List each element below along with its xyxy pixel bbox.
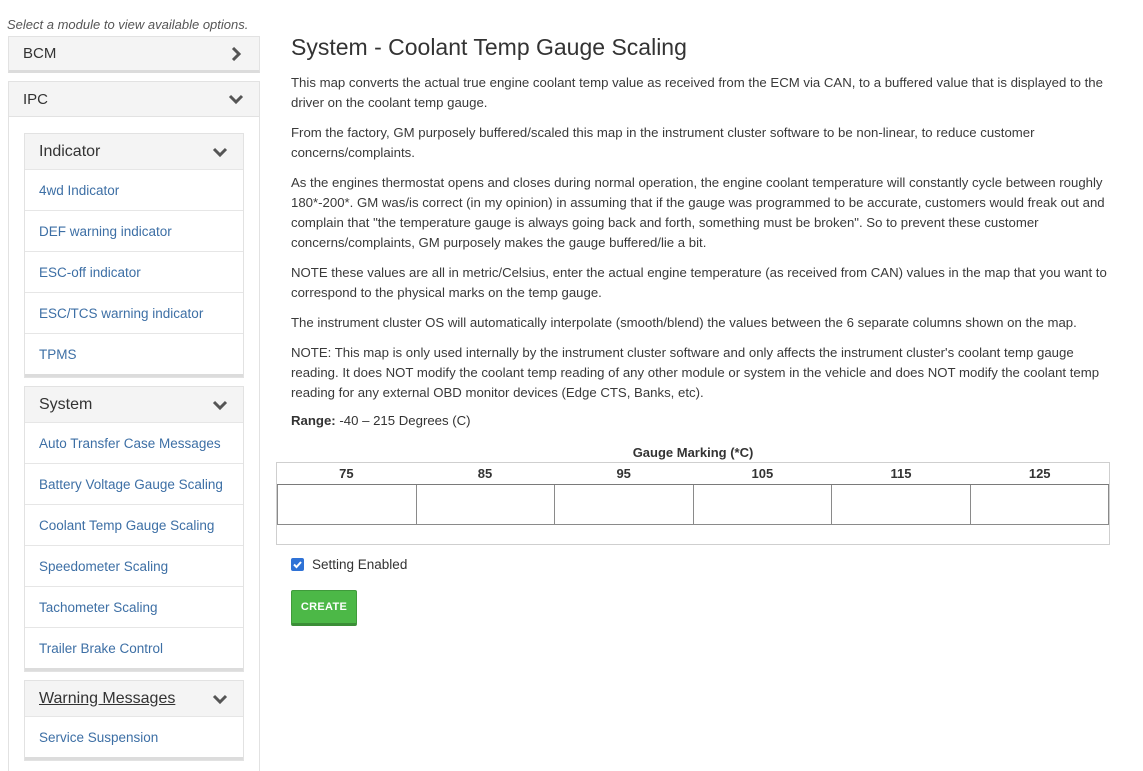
sidebar-item-tachometer-scaling[interactable]: Tachometer Scaling: [25, 586, 243, 627]
table-footer: [277, 525, 1109, 544]
table-caption: Gauge Marking (*C): [632, 445, 754, 460]
column-header: 85: [477, 466, 493, 481]
sidebar-item-trailer-brake-control[interactable]: Trailer Brake Control: [25, 627, 243, 668]
sidebar-item-esc-tcs-warning-indicator[interactable]: ESC/TCS warning indicator: [25, 292, 243, 333]
description-paragraph: As the engines thermostat opens and closes during normal operation, the engine coolant temperature will constantly cycle between roughly 180*-200*. GM was/is correct (in my opinion) in assuming that if the gauge was programmed to be accurate, customers would freak out and complain that "the temperature gauge is always going back and forth, something must be broken". So to prevent these customer concerns/complaints, GM purposely makes the gauge buffered/lie a bit.: [291, 175, 1105, 250]
category-divider: [25, 374, 243, 377]
range-label: Range:: [291, 413, 336, 428]
category-system-label: System: [39, 395, 93, 413]
column-header: 125: [1028, 466, 1051, 481]
sidebar-item-esc-off-indicator[interactable]: ESC-off indicator: [25, 251, 243, 292]
table-header-row: [277, 463, 1109, 485]
table-row: [277, 485, 1109, 525]
module-bcm-label: BCM: [23, 45, 57, 62]
category-indicator-label: Indicator: [39, 142, 101, 160]
module-ipc[interactable]: [8, 81, 260, 117]
module-ipc-label: IPC: [23, 90, 49, 108]
ipc-category-list: [8, 117, 260, 771]
description-paragraph: NOTE these values are all in metric/Celsius, enter the actual engine temperature (as received from CAN) values in the map that you want to correspond to the physical marks on the temp gauge.: [291, 265, 1107, 300]
sidebar-item-tpms[interactable]: TPMS: [25, 333, 243, 374]
main-content: [291, 34, 1111, 438]
table-cell-input[interactable]: [694, 485, 833, 525]
module-bcm[interactable]: [8, 36, 260, 73]
module-sidebar: [8, 36, 260, 771]
category-warning-messages: [24, 680, 244, 761]
category-divider: [25, 668, 243, 671]
chevron-right-icon: [227, 45, 245, 63]
sidebar-item-def-warning-indicator[interactable]: DEF warning indicator: [25, 210, 243, 251]
setting-enabled-checkbox[interactable]: [291, 558, 304, 571]
table-cell-input[interactable]: [832, 485, 971, 525]
range-info: [291, 413, 1111, 428]
column-header: 75: [339, 466, 354, 481]
gauge-marking-table: [276, 444, 1110, 545]
category-indicator-header[interactable]: [25, 134, 243, 169]
column-header: 95: [616, 466, 631, 481]
category-warning-messages-label: Warning Messages: [39, 689, 176, 707]
table-cell-input[interactable]: [971, 485, 1110, 525]
instruction-hint: Select a module to view available options.: [7, 17, 249, 32]
column-header: 105: [751, 466, 774, 481]
sidebar-item-battery-voltage-gauge-scaling[interactable]: Battery Voltage Gauge Scaling: [25, 463, 243, 504]
column-header: 115: [890, 466, 912, 481]
category-system: [24, 386, 244, 672]
sidebar-item-auto-transfer-case-messages[interactable]: Auto Transfer Case Messages: [25, 422, 243, 463]
chevron-down-icon: [211, 143, 229, 161]
description-paragraph: The instrument cluster OS will automatically interpolate (smooth/blend) the values between the 6 separate columns shown on the map.: [291, 315, 1077, 330]
chevron-down-icon: [211, 396, 229, 414]
sidebar-item-4wd-indicator[interactable]: 4wd Indicator: [25, 169, 243, 210]
description-paragraph: NOTE: This map is only used internally by the instrument cluster software and only affects the instrument cluster's coolant temp gauge reading. It does NOT modify the coolant temp reading of any other module or system in the vehicle and does NOT modify the coolant temp reading for any external OBD monitor devices (Edge CTS, Banks, etc).: [291, 345, 1100, 400]
checkmark-icon: [292, 559, 303, 570]
sidebar-item-coolant-temp-gauge-scaling[interactable]: Coolant Temp Gauge Scaling: [25, 504, 243, 545]
description-paragraph: This map converts the actual true engine coolant temp value as received from the ECM via CAN, to a buffered value that is displayed to the driver on the coolant temp gauge.: [291, 75, 1103, 110]
create-button[interactable]: CREATE: [291, 590, 357, 626]
table-cell-input[interactable]: [277, 485, 417, 525]
category-warning-messages-header[interactable]: [25, 681, 243, 716]
category-indicator: [24, 133, 244, 378]
chevron-down-icon: [211, 690, 229, 708]
table-grid: [276, 462, 1110, 545]
setting-enabled-label: Setting Enabled: [312, 557, 408, 572]
range-value: -40 – 215 Degrees (C): [335, 413, 471, 428]
setting-enabled: [291, 557, 407, 572]
category-divider: [25, 757, 243, 760]
category-system-header[interactable]: [25, 387, 243, 422]
description-paragraph: From the factory, GM purposely buffered/scaled this map in the instrument cluster software to be non-linear, to reduce customer concerns/complaints.: [291, 125, 1035, 160]
sidebar-item-speedometer-scaling[interactable]: Speedometer Scaling: [25, 545, 243, 586]
sidebar-item-service-suspension[interactable]: Service Suspension: [25, 716, 243, 757]
page-title: System - Coolant Temp Gauge Scaling: [291, 34, 687, 60]
table-cell-input[interactable]: [555, 485, 694, 525]
chevron-down-icon: [227, 90, 245, 108]
table-cell-input[interactable]: [417, 485, 556, 525]
